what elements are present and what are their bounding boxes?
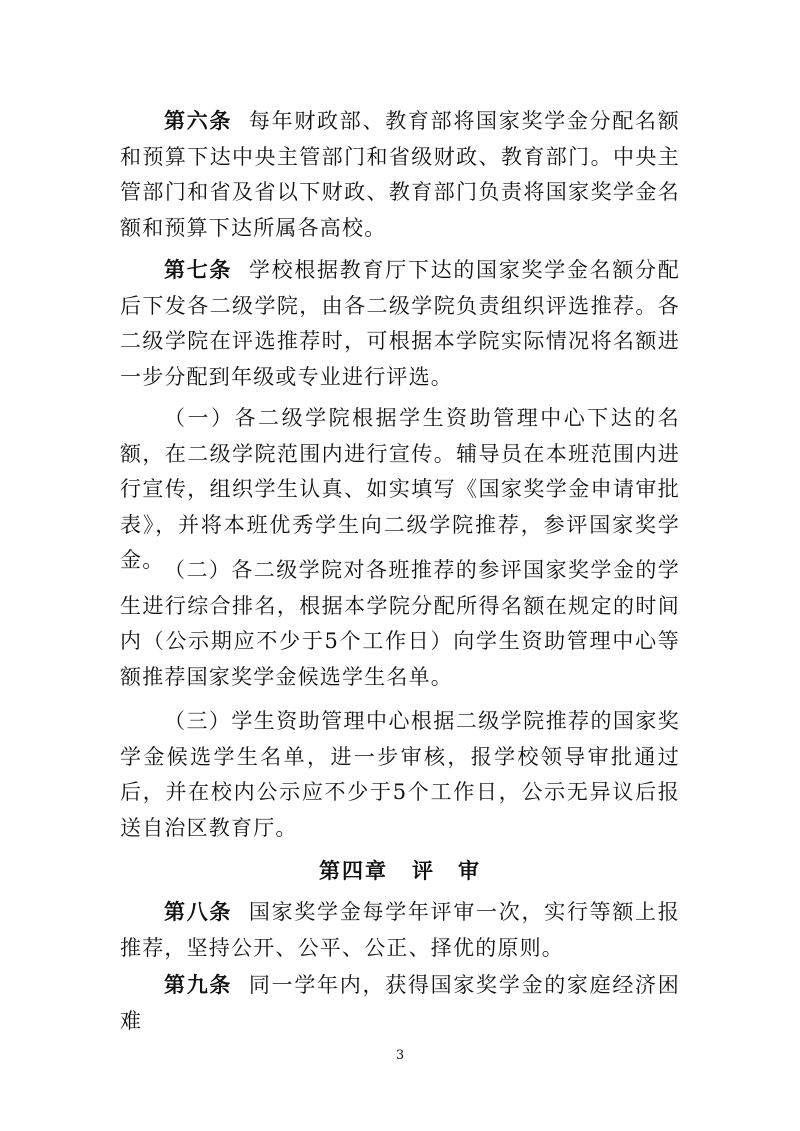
item-2-text: （二）各二级学院对各班推荐的参评国家奖学金的学生进行综合排名，根据本学院分配所得名额在规定的时间内（公示期应不少于5个工作日）向学生资助管理中心等额推荐国家奖学金候选学生名单。 (120, 558, 680, 689)
item-1-text: （一）各二级学院根据学生资助管理中心下达的名额，在二级学院范围内进行宣传。辅导员在本班范围内进行宣传，组织学生认真、如实填写《国家奖学金申请审批表》，并将本班优秀学生向二级学院推荐，参评国家奖学金。 (120, 406, 680, 573)
article-8 (120, 894, 680, 966)
article-6-text: 每年财政部、教育部将国家奖学金分配名额和预算下达中央主管部门和省级财政、教育部门。中央主管部门和省及省以下财政、教育部门负责将国家奖学金名额和预算下达所属各高校。 (120, 109, 680, 240)
article-7-label: 第七条 (164, 257, 233, 282)
article-6 (120, 103, 680, 246)
article-7-item-2 (120, 553, 680, 695)
page-number: 3 (395, 1048, 405, 1063)
article-9-text: 同一学年内，获得国家奖学金的家庭经济困难 (120, 973, 680, 1033)
article-7-text: 学校根据教育厅下达的国家奖学金名额分配后下发各二级学院，由各二级学院负责组织评选推荐。各二级学院在评选推荐时，可根据本学院实际情况将名额进一步分配到年级或专业进行评选。 (120, 258, 680, 389)
chapter-heading (120, 853, 680, 888)
article-6-label: 第六条 (164, 108, 233, 133)
article-7-item-3 (120, 704, 680, 846)
chapter-number: 第四章 (319, 858, 388, 883)
article-7 (120, 252, 680, 395)
article-9 (120, 967, 680, 1039)
article-9-label: 第九条 (164, 972, 233, 997)
chapter-title: 评 审 (412, 858, 481, 883)
article-8-text: 国家奖学金每学年评审一次，实行等额上报推荐，坚持公开、公平、公正、择优的原则。 (120, 900, 680, 960)
article-8-label: 第八条 (164, 899, 233, 924)
item-3-text: （三）学生资助管理中心根据二级学院推荐的国家奖学金候选学生名单，进一步审核，报学校领导审批通过后，并在校内公示应不少于5个工作日，公示无异议后报送自治区教育厅。 (120, 709, 680, 840)
